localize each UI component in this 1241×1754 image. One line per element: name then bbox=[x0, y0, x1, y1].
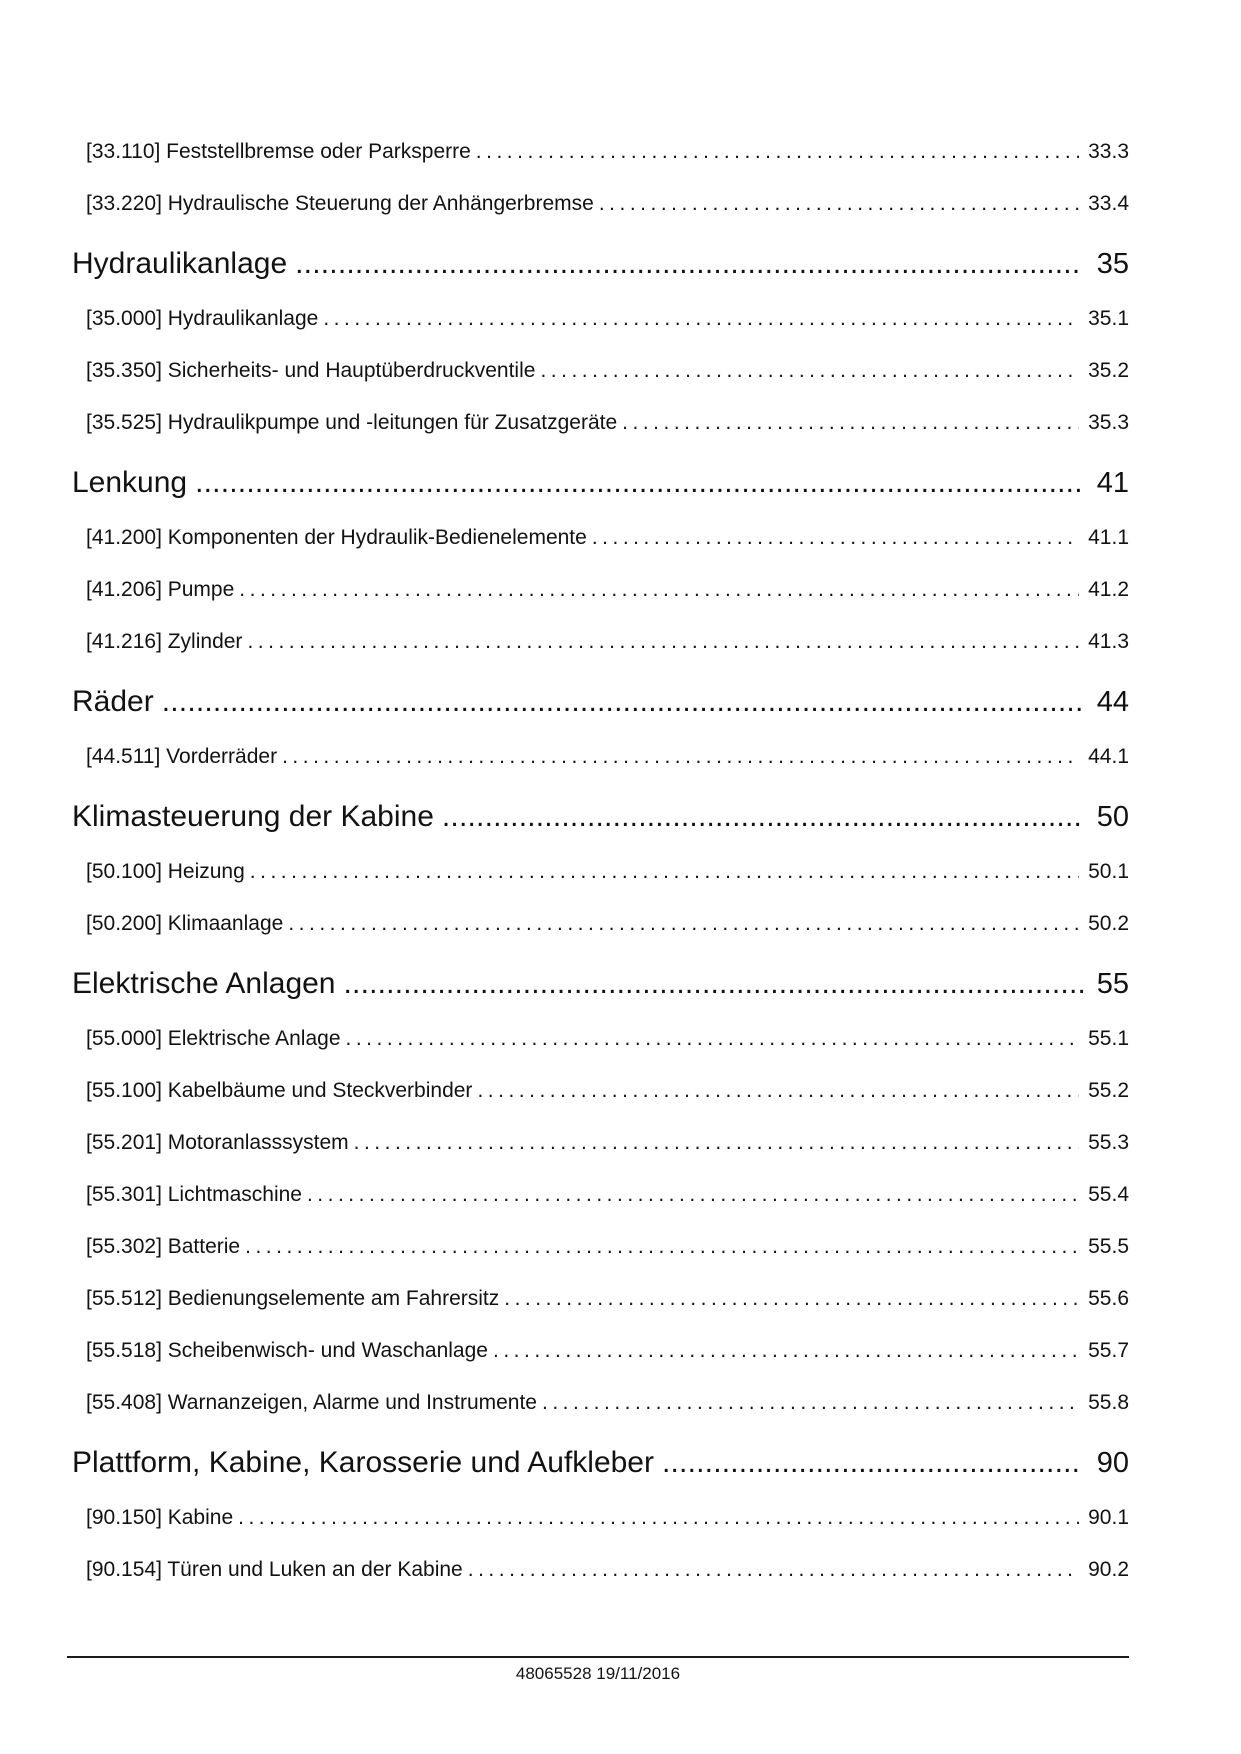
toc-section-page-number: 44 bbox=[1096, 686, 1129, 718]
dot-leader bbox=[504, 1285, 1079, 1313]
toc-entry-page-number: 55.3 bbox=[1088, 1131, 1129, 1154]
toc-entry[interactable] bbox=[72, 1337, 1129, 1365]
dot-leader bbox=[592, 524, 1079, 552]
toc-entry-label: [33.220] Hydraulische Steuerung der Anhängerbremse bbox=[86, 192, 594, 215]
dot-leader bbox=[344, 963, 1083, 1005]
toc-entry-label: [55.201] Motoranlasssystem bbox=[86, 1131, 349, 1154]
toc-entry[interactable] bbox=[72, 628, 1129, 656]
toc-section-heading[interactable] bbox=[72, 462, 1129, 504]
toc-entry-label: [55.512] Bedienungselemente am Fahrersitz bbox=[86, 1287, 500, 1310]
toc-section-label: Elektrische Anlagen bbox=[72, 967, 336, 1000]
toc-section-heading[interactable] bbox=[72, 681, 1129, 723]
dot-leader bbox=[323, 305, 1079, 333]
dot-leader bbox=[238, 1504, 1079, 1532]
toc-entry-page-number: 55.5 bbox=[1088, 1235, 1129, 1258]
toc-entry-page-number: 44.1 bbox=[1088, 745, 1129, 768]
dot-leader bbox=[239, 576, 1079, 604]
toc-entry-label: [55.000] Elektrische Anlage bbox=[86, 1027, 341, 1050]
dot-leader bbox=[468, 1556, 1079, 1584]
toc-entry[interactable] bbox=[72, 524, 1129, 552]
toc-entry-page-number: 55.2 bbox=[1088, 1079, 1129, 1102]
toc-entry[interactable] bbox=[72, 1556, 1129, 1584]
toc-section-label: Hydraulikanlage bbox=[72, 247, 288, 280]
toc-entry[interactable] bbox=[72, 1285, 1129, 1313]
dot-leader bbox=[622, 409, 1079, 437]
toc-entry-label: [35.000] Hydraulikanlage bbox=[86, 307, 319, 330]
footer-divider bbox=[67, 1656, 1129, 1658]
toc-entry-page-number: 55.7 bbox=[1088, 1339, 1129, 1362]
toc-entry-page-number: 90.1 bbox=[1088, 1506, 1129, 1529]
toc-entry[interactable] bbox=[72, 1233, 1129, 1261]
toc-entry-page-number: 50.1 bbox=[1088, 860, 1129, 883]
toc-entry[interactable] bbox=[72, 858, 1129, 886]
toc-entry-label: [35.350] Sicherheits- und Hauptüberdruckventile bbox=[86, 359, 536, 382]
toc-entry-label: [41.200] Komponenten der Hydraulik-Bedienelemente bbox=[86, 526, 587, 549]
dot-leader bbox=[307, 1181, 1079, 1209]
table-of-contents bbox=[72, 138, 1129, 1608]
toc-entry[interactable] bbox=[72, 305, 1129, 333]
toc-entry-page-number: 33.4 bbox=[1088, 192, 1129, 215]
toc-section-heading[interactable] bbox=[72, 1442, 1129, 1484]
toc-section-label: Lenkung bbox=[72, 466, 188, 499]
toc-section-label: Räder bbox=[72, 685, 154, 718]
toc-entry-page-number: 41.1 bbox=[1088, 526, 1129, 549]
toc-entry[interactable] bbox=[72, 1504, 1129, 1532]
toc-section-heading[interactable] bbox=[72, 796, 1129, 838]
toc-section-page-number: 50 bbox=[1096, 801, 1129, 833]
toc-entry-label: [35.525] Hydraulikpumpe und -leitungen für Zusatzgeräte bbox=[86, 411, 618, 434]
toc-entry[interactable] bbox=[72, 357, 1129, 385]
dot-leader bbox=[477, 1077, 1079, 1105]
toc-entry[interactable] bbox=[72, 1389, 1129, 1417]
toc-entry-label: [55.301] Lichtmaschine bbox=[86, 1183, 302, 1206]
dot-leader bbox=[250, 858, 1079, 886]
toc-entry-page-number: 55.8 bbox=[1088, 1391, 1129, 1414]
toc-entry[interactable] bbox=[72, 409, 1129, 437]
dot-leader bbox=[354, 1129, 1080, 1157]
toc-entry-label: [55.100] Kabelbäume und Steckverbinder bbox=[86, 1079, 473, 1102]
toc-entry-label: [41.206] Pumpe bbox=[86, 578, 235, 601]
toc-entry[interactable] bbox=[72, 190, 1129, 218]
toc-entry[interactable] bbox=[72, 1077, 1129, 1105]
toc-section-page-number: 90 bbox=[1096, 1447, 1129, 1479]
toc-entry[interactable] bbox=[72, 910, 1129, 938]
dot-leader bbox=[493, 1337, 1079, 1365]
toc-entry-page-number: 33.3 bbox=[1088, 140, 1129, 163]
dot-leader bbox=[288, 910, 1079, 938]
toc-entry-page-number: 41.3 bbox=[1088, 630, 1129, 653]
footer-text bbox=[67, 1663, 1129, 1685]
dot-leader bbox=[282, 743, 1079, 771]
toc-entry-page-number: 41.2 bbox=[1088, 578, 1129, 601]
dot-leader bbox=[476, 138, 1079, 166]
toc-section-label: Plattform, Kabine, Karosserie und Aufkleber bbox=[72, 1446, 654, 1479]
toc-entry-label: [50.200] Klimaanlage bbox=[86, 912, 284, 935]
toc-entry-page-number: 35.1 bbox=[1088, 307, 1129, 330]
toc-entry-label: [33.110] Feststellbremse oder Parksperre bbox=[86, 140, 471, 163]
dot-leader bbox=[245, 1233, 1079, 1261]
toc-entry-label: [50.100] Heizung bbox=[86, 860, 245, 883]
dot-leader bbox=[542, 1389, 1079, 1417]
toc-section-heading[interactable] bbox=[72, 243, 1129, 285]
dot-leader bbox=[540, 357, 1079, 385]
toc-section-page-number: 41 bbox=[1096, 467, 1129, 499]
toc-entry-label: [44.511] Vorderräder bbox=[86, 745, 278, 768]
toc-section-page-number: 35 bbox=[1096, 248, 1129, 280]
dot-leader bbox=[295, 243, 1083, 285]
dot-leader bbox=[247, 628, 1079, 656]
toc-entry-label: [41.216] Zylinder bbox=[86, 630, 243, 653]
dot-leader bbox=[195, 462, 1083, 504]
toc-entry[interactable] bbox=[72, 576, 1129, 604]
toc-entry[interactable] bbox=[72, 743, 1129, 771]
toc-entry-label: [90.154] Türen und Luken an der Kabine bbox=[86, 1558, 463, 1581]
toc-entry[interactable] bbox=[72, 138, 1129, 166]
dot-leader bbox=[346, 1025, 1080, 1053]
dot-leader bbox=[662, 1442, 1083, 1484]
toc-entry-page-number: 90.2 bbox=[1088, 1558, 1129, 1581]
toc-entry-page-number: 35.3 bbox=[1088, 411, 1129, 434]
publication-date: 19/11/2016 bbox=[596, 1664, 681, 1683]
toc-entry[interactable] bbox=[72, 1025, 1129, 1053]
toc-entry-page-number: 35.2 bbox=[1088, 359, 1129, 382]
dot-leader bbox=[162, 681, 1083, 723]
dot-leader bbox=[599, 190, 1079, 218]
toc-entry-page-number: 50.2 bbox=[1088, 912, 1129, 935]
toc-entry-label: [55.408] Warnanzeigen, Alarme und Instrumente bbox=[86, 1391, 537, 1414]
toc-section-heading[interactable] bbox=[72, 963, 1129, 1005]
toc-section-page-number: 55 bbox=[1096, 968, 1129, 1000]
toc-entry[interactable] bbox=[72, 1129, 1129, 1157]
toc-entry-label: [90.150] Kabine bbox=[86, 1506, 234, 1529]
toc-section-label: Klimasteuerung der Kabine bbox=[72, 800, 434, 833]
toc-entry-page-number: 55.4 bbox=[1088, 1183, 1129, 1206]
toc-entry-label: [55.302] Batterie bbox=[86, 1235, 241, 1258]
toc-entry-label: [55.518] Scheibenwisch- und Waschanlage bbox=[86, 1339, 488, 1362]
publication-number: 48065528 bbox=[515, 1664, 592, 1683]
dot-leader bbox=[442, 796, 1083, 838]
toc-entry-page-number: 55.6 bbox=[1088, 1287, 1129, 1310]
toc-entry-page-number: 55.1 bbox=[1088, 1027, 1129, 1050]
toc-entry[interactable] bbox=[72, 1181, 1129, 1209]
